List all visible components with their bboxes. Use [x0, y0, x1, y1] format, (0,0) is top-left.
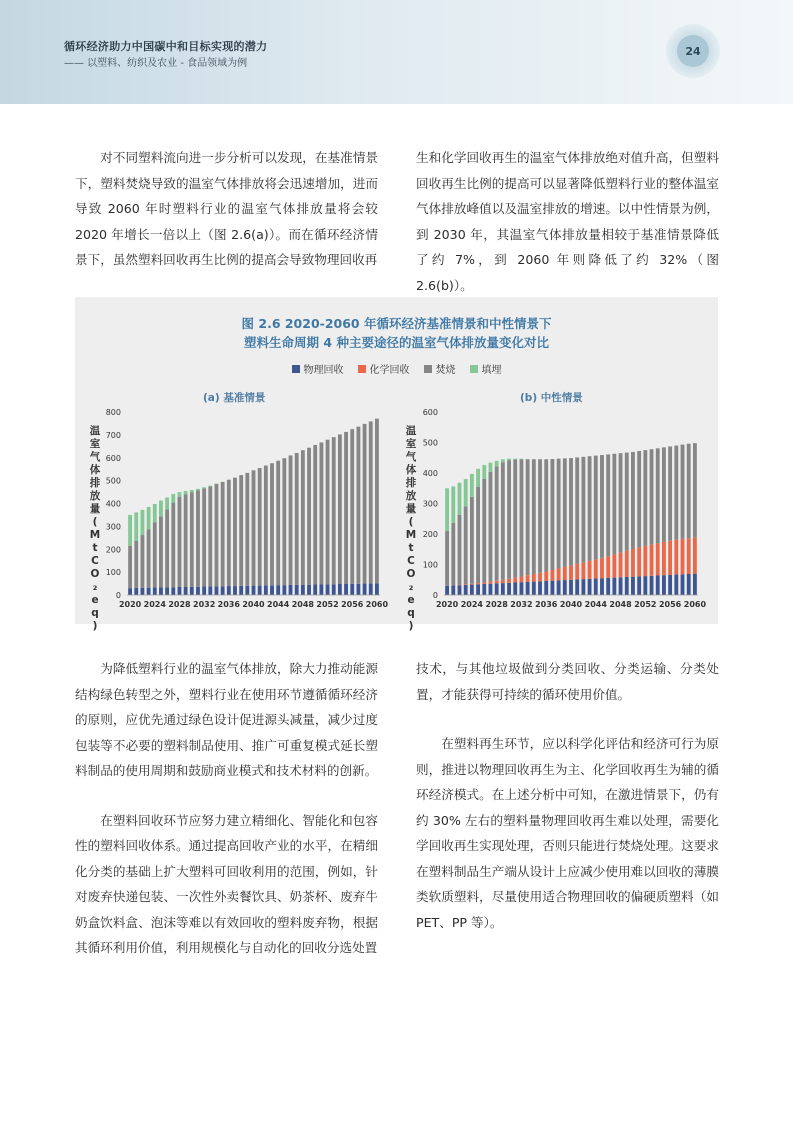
bar-segment	[619, 553, 623, 578]
y-axis-label-char: 温	[405, 425, 417, 437]
bar-segment	[476, 469, 480, 487]
y-axis-label-char: q	[407, 607, 415, 619]
bar-segment	[569, 458, 573, 565]
x-tick-label: 2060	[365, 600, 389, 609]
bar-segment	[588, 456, 592, 561]
paragraph: 技术，与其他垃圾做到分类回收、分类运输、分类处置，才能获得可持续的循环使用价值。	[416, 661, 719, 702]
x-tick-label: 2020	[118, 600, 142, 609]
legend-label: 物理回收	[303, 365, 344, 376]
bar-segment	[594, 559, 598, 578]
legend-label: 填埋	[481, 365, 502, 376]
bar-segment	[687, 444, 691, 539]
bar-segment	[458, 585, 462, 595]
bar-segment	[557, 459, 561, 569]
bar-segment	[643, 546, 647, 576]
x-tick-label: 2024	[143, 600, 166, 609]
x-tick-label: 2044	[584, 600, 607, 609]
y-tick-label: 0	[115, 591, 121, 600]
text-bottom-left	[75, 656, 378, 961]
bar-segment	[501, 583, 505, 595]
page-number: 24	[677, 35, 709, 67]
bar-segment	[464, 585, 468, 595]
bar-segment	[563, 567, 567, 580]
y-axis-label-char: 放	[405, 490, 417, 502]
paragraph: 为降低塑料行业的温室气体排放，除大力推动能源结构绿色转型之外，塑料行业在使用环节遵循循环经济的原则，应优先通过绿色设计促进源头减量，减少过度包装等不必要的塑料制品使用、推广可重复模式延长塑料制品的使用周期和鼓励商业模式和技术材料的创新。	[75, 661, 378, 778]
bar-segment	[563, 580, 567, 595]
x-tick-label: 2036	[535, 600, 558, 609]
x-tick-label: 2040	[559, 600, 583, 609]
y-axis-label-char: )	[408, 620, 414, 632]
bar-segment	[637, 547, 641, 576]
figure-title-line-2: 塑料生命周期 4 种主要途径的温室气体排放量变化对比	[244, 335, 549, 350]
bar-segment	[489, 584, 493, 595]
bar-segment	[557, 580, 561, 595]
bar-segment	[588, 579, 592, 595]
y-axis-label-char: 室	[405, 438, 417, 450]
x-tick-label: 2040	[242, 600, 265, 609]
bar-segment	[557, 568, 561, 580]
y-tick-label: 0	[432, 591, 438, 600]
bar-segment	[470, 474, 474, 497]
y-axis-label-char: M	[89, 529, 101, 541]
bar-segment	[445, 586, 449, 595]
bar-segment	[600, 455, 604, 558]
bar-segment	[501, 462, 505, 579]
bar-segment	[501, 580, 505, 583]
paragraph: 在塑料回收环节应努力建立精细化、智能化和包容性的塑料回收体系。通过提高回收产业的水平，在精细化分类的基础上扩大塑料可回收利用的范围，例如，针对废弃快递包装、一次性外卖餐饮具、奶茶杯、废弃牛奶盒饮料盒、泡沫等难以有效回收的塑料废弃物，根据其循环利用价值，利用规模化与自动化的回收分选处置	[75, 812, 378, 955]
bar-segment	[631, 452, 635, 549]
bar-segment	[451, 586, 455, 595]
bar-segment	[482, 479, 486, 583]
bar-segment	[513, 578, 517, 583]
y-axis-label-char: e	[91, 594, 99, 606]
bar-segment	[520, 459, 524, 460]
bar-segment	[681, 445, 685, 539]
bar-segment	[575, 579, 579, 595]
y-tick-label: 700	[105, 430, 121, 440]
bar-segment	[445, 531, 449, 586]
y-tick-label: 500	[422, 438, 438, 448]
y-tick-label: 100	[105, 568, 121, 578]
bar-segment	[581, 579, 585, 595]
bar-segment	[606, 578, 610, 595]
y-axis-label-char: C	[407, 555, 415, 567]
header-subtitle: —— 以塑料、纺织及农业 - 食品领域为例	[64, 58, 248, 69]
x-tick-label: 2052	[634, 600, 657, 609]
bar-segment	[581, 457, 585, 563]
bar-segment	[668, 446, 672, 540]
y-tick-label: 300	[105, 522, 121, 532]
panel-b-title: (b) 中性情景	[520, 392, 583, 404]
y-tick-label: 200	[105, 545, 121, 555]
bar-segment	[668, 575, 672, 595]
bar-segment	[674, 446, 678, 540]
bar-segment	[662, 542, 666, 575]
bar-segment	[476, 583, 480, 584]
bar-segment	[681, 539, 685, 574]
y-axis-label-char: 排	[405, 477, 417, 489]
bar-segment	[544, 581, 548, 595]
bar-segment	[550, 459, 554, 570]
bar-segment	[544, 572, 548, 581]
bar-segment	[612, 554, 616, 577]
legend-label: 化学回收	[369, 365, 410, 376]
bar-segment	[588, 561, 592, 579]
bar-segment	[650, 544, 654, 575]
bar-segment	[643, 576, 647, 595]
y-axis-label-char: ₂	[408, 581, 414, 593]
bar-segment	[470, 584, 474, 585]
bar-segment	[625, 577, 629, 595]
x-tick-label: 2028	[485, 600, 508, 609]
bar-segment	[513, 459, 517, 460]
bar-segment	[495, 581, 499, 584]
x-tick-label: 2052	[316, 600, 339, 609]
panel-a-title: (a) 基准情景	[203, 392, 266, 404]
bar-segment	[656, 448, 660, 543]
y-tick-label: 500	[105, 476, 121, 486]
x-tick-label: 2028	[168, 600, 191, 609]
bar-segment	[538, 581, 542, 595]
bar-segment	[451, 486, 455, 523]
figure-2-6	[75, 297, 718, 632]
y-axis-label-char: q	[91, 607, 99, 619]
bar-segment	[470, 585, 474, 595]
y-axis-label-char: )	[92, 620, 98, 632]
y-axis-label-char: O	[406, 568, 416, 580]
bar-segment	[526, 459, 530, 575]
bar-segment	[693, 443, 697, 538]
bar-segment	[526, 575, 530, 582]
bar-segment	[575, 564, 579, 580]
bar-segment	[594, 456, 598, 560]
y-axis-label-char: 体	[405, 464, 417, 476]
bar-segment	[687, 538, 691, 574]
bar-segment	[501, 459, 505, 462]
bar-segment	[674, 575, 678, 595]
bar-segment	[619, 453, 623, 552]
bar-segment	[513, 583, 517, 596]
bar-segment	[625, 453, 629, 551]
y-tick-label: 600	[422, 408, 438, 417]
y-axis-label-char: 气	[89, 451, 101, 463]
bar-segment	[606, 556, 610, 578]
bar-segment	[489, 472, 493, 582]
bar-segment	[575, 457, 579, 563]
bar-segment	[612, 578, 616, 595]
y-axis-label-char: t	[92, 542, 98, 554]
y-axis-label-char: O	[90, 568, 100, 580]
bar-segment	[520, 576, 524, 582]
bar-segment	[637, 451, 641, 547]
bar-segment	[650, 576, 654, 595]
y-axis-label-char: e	[407, 594, 415, 606]
bar-segment	[637, 576, 641, 595]
y-tick-label: 400	[422, 469, 438, 478]
y-axis-label-char: 放	[89, 490, 101, 502]
bar-segment	[458, 483, 462, 515]
bar-segment	[495, 466, 499, 580]
bar-segment	[550, 570, 554, 581]
bar-segment	[612, 454, 616, 555]
bar-segment	[650, 449, 654, 544]
y-axis-label-char: ₂	[92, 581, 98, 593]
bar-segment	[482, 465, 486, 479]
bar-segment	[656, 575, 660, 595]
bar-segment	[643, 450, 647, 546]
x-tick-label: 2060	[683, 600, 707, 609]
y-tick-label: 100	[422, 560, 438, 570]
bar-segment	[507, 459, 511, 461]
x-tick-label: 2032	[193, 600, 216, 609]
bar-segment	[476, 584, 480, 595]
bar-segment	[520, 459, 524, 576]
bar-segment	[668, 541, 672, 575]
bar-segment	[482, 584, 486, 595]
bar-segment	[520, 582, 524, 595]
y-axis-label-char: (	[92, 516, 98, 528]
bar-segment	[538, 573, 542, 582]
y-axis-label-char: 排	[89, 477, 101, 489]
bar-segment	[507, 460, 511, 579]
y-axis-label-char: 体	[89, 464, 101, 476]
bar-segment	[470, 497, 474, 584]
y-axis-label-char: 量	[89, 503, 101, 515]
figure-title-line-1: 图 2.6 2020-2060 年循环经济基准情景和中性情景下	[241, 316, 552, 331]
bar-segment	[464, 479, 468, 506]
y-axis-label-char: 气	[405, 451, 417, 463]
y-tick-label: 800	[105, 408, 121, 417]
text-top-left	[75, 145, 378, 273]
bar-segment	[619, 577, 623, 595]
x-tick-label: 2032	[510, 600, 533, 609]
bar-segment	[532, 574, 536, 582]
bar-segment	[631, 549, 635, 577]
y-tick-label: 300	[422, 499, 438, 509]
bar-segment	[507, 583, 511, 595]
y-tick-label: 600	[105, 453, 121, 463]
bar-segment	[513, 460, 517, 578]
bar-segment	[569, 565, 573, 579]
bar-segment	[550, 581, 554, 595]
legend-label: 焚烧	[435, 365, 456, 376]
bar-segment	[489, 463, 493, 472]
x-tick-label: 2048	[609, 600, 632, 609]
text-bottom-right	[416, 656, 719, 935]
bar-segment	[693, 538, 697, 574]
bar-segment	[482, 583, 486, 585]
bar-segment	[538, 459, 542, 572]
bar-segment	[569, 580, 573, 595]
panel-b-chart	[75, 297, 718, 624]
x-tick-label: 2024	[460, 600, 484, 609]
x-tick-label: 2044	[267, 600, 290, 609]
bar-segment	[681, 574, 685, 595]
y-axis-label-char: M	[405, 529, 417, 541]
paragraph: 在塑料再生环节，应以科学化评估和经济可行为原则，推进以物理回收再生为主、化学回收再生为辅的循环经济模式。在上述分析中可知，在激进情景下，仍有约 30% 左右的塑料量物理回收再生难以处理，需要化学回收再生实现处理，否则只能进行焚烧处理。这要求在塑料制品生产端从设计上应减少使用难以回收的薄膜类软质塑料，尽量使用适合物理回收的偏硬质塑料（如 PET、PP 等）。	[416, 736, 719, 930]
bar-segment	[687, 574, 691, 595]
x-tick-label: 2048	[291, 600, 314, 609]
page-number-badge	[666, 24, 720, 78]
bar-segment	[544, 459, 548, 571]
bar-segment	[476, 487, 480, 583]
bar-segment	[662, 575, 666, 595]
text-top-right	[416, 145, 719, 298]
x-tick-label: 2036	[217, 600, 240, 609]
x-tick-label: 2020	[435, 600, 459, 609]
y-tick-label: 200	[422, 530, 438, 539]
bar-segment	[581, 562, 585, 579]
bar-segment	[674, 540, 678, 575]
bar-segment	[445, 488, 449, 531]
bar-segment	[656, 543, 660, 575]
paragraph: 生和化学回收再生的温室气体排放绝对值升高，但塑料回收再生比例的提高可以显著降低塑料行业的整体温室气体排放峰值以及温室排放的增速。以中性情景为例，到 2030 年，其温室气体排放量相较于基准情景降低了约 7%，到 2060 年则降低了约 32%（图 2.6(b)）。	[416, 150, 719, 293]
bar-segment	[631, 577, 635, 595]
bar-segment	[507, 579, 511, 583]
bar-segment	[451, 523, 455, 586]
bar-segment	[458, 515, 462, 585]
y-axis-label-char: 量	[405, 503, 417, 515]
y-axis-label-char: (	[408, 516, 414, 528]
bar-segment	[532, 582, 536, 595]
bar-segment	[495, 583, 499, 595]
y-axis-label-char: 室	[89, 438, 101, 450]
bar-segment	[464, 507, 468, 585]
x-tick-label: 2056	[341, 600, 364, 609]
paragraph: 对不同塑料流向进一步分析可以发现，在基准情景下，塑料焚烧导致的温室气体排放将会迅速增加，进而导致 2060 年时塑料行业的温室气体排放量将会较 2020 年增长一倍以上（图 2.6(a)）。而在循环经济情景下，虽然塑料回收再生比例的提高会导致物理回收再	[75, 150, 378, 267]
bar-segment	[594, 579, 598, 595]
bar-segment	[563, 458, 567, 567]
y-axis-label-char: 温	[89, 425, 101, 437]
bar-segment	[495, 461, 499, 466]
bar-segment	[600, 558, 604, 578]
y-axis-label-char: t	[408, 542, 414, 554]
bar-segment	[600, 578, 604, 595]
bar-segment	[625, 551, 629, 577]
bar-segment	[526, 582, 530, 595]
y-axis-label-char: C	[91, 555, 99, 567]
x-tick-label: 2056	[658, 600, 682, 609]
bar-segment	[662, 447, 666, 542]
bar-segment	[489, 582, 493, 584]
bar-segment	[693, 574, 697, 595]
y-tick-label: 400	[105, 499, 121, 509]
bar-segment	[532, 459, 536, 574]
bar-segment	[464, 584, 468, 585]
bar-segment	[606, 454, 610, 556]
header-title: 循环经济助力中国碳中和目标实现的潜力	[64, 40, 268, 53]
